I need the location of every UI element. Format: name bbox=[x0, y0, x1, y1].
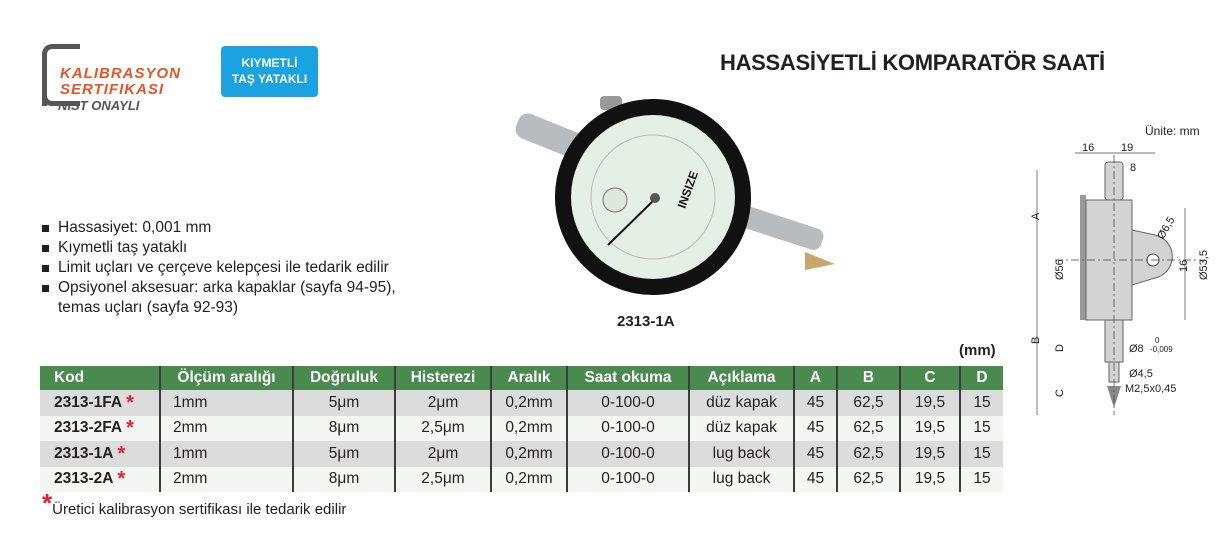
cell-text: 62,5 bbox=[853, 470, 884, 488]
table-cell bbox=[40, 416, 160, 442]
table-cell bbox=[900, 416, 960, 442]
dim-d6-5: Ø6,5 bbox=[1155, 214, 1178, 242]
table-cell bbox=[960, 416, 1003, 442]
table-cell bbox=[837, 467, 900, 493]
cell-text: 0,2mm bbox=[505, 393, 553, 411]
units-label: (mm) bbox=[959, 342, 996, 359]
cell-text: lug back bbox=[712, 444, 771, 462]
cell-text: 15 bbox=[973, 470, 991, 488]
cell-text: 8μm bbox=[328, 419, 360, 437]
cell-text: 5μm bbox=[328, 444, 360, 462]
cell-text: 15 bbox=[973, 393, 991, 411]
table-cell bbox=[160, 441, 293, 467]
cell-text: 0-100-0 bbox=[601, 393, 655, 411]
col-header: D bbox=[960, 366, 1003, 390]
badge-line1: KIYMETLİ bbox=[241, 56, 298, 70]
table-row bbox=[40, 467, 1003, 493]
table-cell bbox=[293, 467, 395, 493]
cell-text: 15 bbox=[973, 419, 991, 437]
cell-text: 2,5μm bbox=[421, 419, 465, 437]
badge-line2: TAŞ YATAKLI bbox=[231, 72, 308, 86]
dim-tol-upper: 0 bbox=[1155, 336, 1160, 345]
dim-d53-5: Ø53,5 bbox=[1198, 250, 1210, 280]
table-cell bbox=[40, 390, 160, 416]
jewel-bearing-badge bbox=[221, 46, 318, 97]
dimension-drawing bbox=[1025, 140, 1231, 425]
table-cell bbox=[293, 441, 395, 467]
cell-text: lug back bbox=[712, 470, 771, 488]
table-cell bbox=[794, 441, 837, 467]
feature-item: Limit uçları ve çerçeve kelepçesi ile tedarik edilir bbox=[42, 258, 396, 278]
footnote bbox=[42, 488, 347, 518]
table-cell bbox=[689, 416, 794, 442]
table-cell bbox=[160, 416, 293, 442]
calibration-logo bbox=[60, 66, 181, 98]
table-cell bbox=[689, 390, 794, 416]
table-cell bbox=[491, 390, 567, 416]
cell-text: 0,2mm bbox=[505, 470, 553, 488]
dial-indicator-image bbox=[505, 92, 845, 297]
feature-item: Opsiyonel aksesuar: arka kapaklar (sayfa 94-95), bbox=[42, 278, 396, 298]
dim-a: A bbox=[1030, 212, 1042, 220]
cell-text: 2313-2A bbox=[54, 470, 114, 488]
table-cell bbox=[160, 390, 293, 416]
dim-d: D bbox=[1054, 344, 1066, 352]
table-cell bbox=[567, 416, 689, 442]
dim-d56: Ø56 bbox=[1054, 259, 1066, 280]
table-cell bbox=[900, 390, 960, 416]
cell-text: 62,5 bbox=[853, 393, 884, 411]
cell-text: 19,5 bbox=[914, 393, 946, 411]
table-cell bbox=[960, 467, 1003, 493]
table-cell bbox=[40, 467, 160, 493]
cell-text: 0-100-0 bbox=[601, 470, 655, 488]
dim-c: C bbox=[1054, 389, 1066, 397]
cell-text: 2μm bbox=[427, 444, 459, 462]
cell-text: 0-100-0 bbox=[601, 444, 655, 462]
unit-label: Ünite: mm bbox=[1145, 124, 1200, 138]
table-cell bbox=[900, 467, 960, 493]
cell-text: 2313-1FA bbox=[54, 393, 123, 411]
dim-16-lug: 16 bbox=[1178, 259, 1190, 272]
table-cell bbox=[689, 441, 794, 467]
table-cell bbox=[794, 467, 837, 493]
dim-d4-5: Ø4,5 bbox=[1129, 368, 1153, 380]
table-row bbox=[40, 441, 1003, 467]
cell-text: düz kapak bbox=[706, 393, 777, 411]
table-cell bbox=[567, 467, 689, 493]
table-cell bbox=[837, 441, 900, 467]
feature-list bbox=[42, 218, 396, 318]
asterisk-icon: * bbox=[117, 468, 126, 491]
col-header: Doğruluk bbox=[293, 366, 395, 390]
feature-item: Hassasiyet: 0,001 mm bbox=[42, 218, 396, 238]
table-cell bbox=[900, 441, 960, 467]
cell-text: 2mm bbox=[173, 419, 208, 437]
cell-text: 1mm bbox=[173, 444, 208, 462]
cell-text: düz kapak bbox=[706, 419, 777, 437]
cell-text: 62,5 bbox=[853, 444, 884, 462]
cell-text: 45 bbox=[806, 470, 825, 488]
cell-text: 2mm bbox=[173, 470, 208, 488]
table-cell bbox=[160, 467, 293, 493]
table-cell bbox=[395, 390, 491, 416]
cell-text: 45 bbox=[806, 419, 825, 437]
dim-19: 19 bbox=[1121, 142, 1134, 154]
asterisk-icon: * bbox=[117, 442, 126, 465]
table-cell bbox=[491, 467, 567, 493]
dim-b: B bbox=[1030, 336, 1042, 344]
cell-text: 15 bbox=[973, 444, 991, 462]
dim-tol-lower: -0,009 bbox=[1150, 345, 1173, 354]
table-cell bbox=[491, 416, 567, 442]
table-row bbox=[40, 416, 1003, 442]
cell-text: 0,2mm bbox=[505, 444, 553, 462]
cell-text: 2μm bbox=[427, 393, 459, 411]
table-cell bbox=[491, 441, 567, 467]
table-cell bbox=[837, 390, 900, 416]
nist-label: NIST ONAYLI bbox=[58, 98, 140, 113]
logo-line2: SERTIFIKASI bbox=[60, 81, 165, 98]
cell-text: 45 bbox=[806, 393, 825, 411]
table-cell bbox=[395, 467, 491, 493]
cell-text: 19,5 bbox=[914, 444, 946, 462]
dim-d8: Ø8 bbox=[1129, 343, 1144, 355]
table-cell bbox=[794, 390, 837, 416]
cell-text: 0-100-0 bbox=[601, 419, 655, 437]
cell-text: 19,5 bbox=[914, 470, 946, 488]
table-cell bbox=[960, 390, 1003, 416]
spec-table bbox=[40, 366, 1003, 492]
table-cell bbox=[395, 441, 491, 467]
table-cell bbox=[689, 467, 794, 493]
logo-line1: KALIBRASYON bbox=[60, 65, 182, 82]
col-header: Saat okuma bbox=[567, 366, 689, 390]
col-header: B bbox=[837, 366, 900, 390]
cell-text: 2,5μm bbox=[421, 470, 465, 488]
table-cell bbox=[395, 416, 491, 442]
table-cell bbox=[794, 416, 837, 442]
feature-item: temas uçları (sayfa 92-93) bbox=[58, 299, 239, 316]
col-header: Kod bbox=[40, 366, 160, 390]
table-cell bbox=[293, 390, 395, 416]
feature-item: Kıymetli taş yataklı bbox=[42, 238, 396, 258]
cell-text: 8μm bbox=[328, 470, 360, 488]
col-header: A bbox=[794, 366, 837, 390]
cell-text: 5μm bbox=[328, 393, 360, 411]
svg-text:INSIZE: INSIZE bbox=[674, 169, 702, 211]
asterisk-icon: * bbox=[126, 417, 134, 440]
table-cell bbox=[567, 390, 689, 416]
cell-text: 45 bbox=[806, 444, 825, 462]
cell-text: 62,5 bbox=[853, 419, 884, 437]
page-title: HASSASİYETLİ KOMPARATÖR SAATİ bbox=[720, 50, 1105, 75]
col-header: Açıklama bbox=[689, 366, 794, 390]
table-cell bbox=[40, 441, 160, 467]
table-cell bbox=[960, 441, 1003, 467]
asterisk-icon: * bbox=[126, 391, 134, 414]
table-cell bbox=[837, 416, 900, 442]
cell-text: 2313-1A bbox=[54, 444, 114, 462]
cell-text: 0,2mm bbox=[505, 419, 553, 437]
cell-text: 1mm bbox=[173, 393, 208, 411]
table-header bbox=[40, 366, 1003, 390]
dim-16: 16 bbox=[1082, 142, 1095, 154]
col-header: Aralık bbox=[491, 366, 567, 390]
cell-text: 2313-2FA bbox=[54, 419, 123, 437]
table-cell bbox=[293, 416, 395, 442]
asterisk-icon: * bbox=[42, 488, 53, 518]
dim-thread: M2,5x0,45 bbox=[1125, 383, 1177, 395]
col-header: C bbox=[900, 366, 960, 390]
footnote-text: Üretici kalibrasyon sertifikası ile tedarik edilir bbox=[52, 501, 347, 518]
col-header: Ölçüm aralığı bbox=[160, 366, 293, 390]
col-header: Histerezi bbox=[395, 366, 491, 390]
table-row bbox=[40, 390, 1003, 416]
dim-8: 8 bbox=[1130, 162, 1137, 174]
table-cell bbox=[567, 441, 689, 467]
cell-text: 19,5 bbox=[914, 419, 946, 437]
image-caption: 2313-1A bbox=[617, 313, 675, 330]
